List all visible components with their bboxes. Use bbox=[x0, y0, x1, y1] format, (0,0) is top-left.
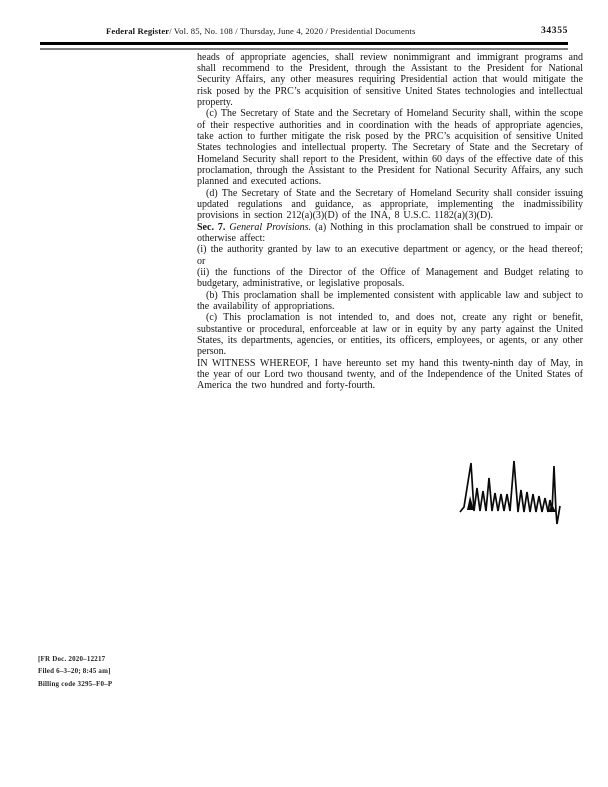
header-rule-thick bbox=[40, 42, 568, 45]
paragraph-sub-b: (b) This proclamation shall be implemented consistent with applicable law and subject to the availability of appropriations. bbox=[197, 289, 583, 313]
sec7-number: Sec. 7. bbox=[197, 221, 226, 233]
document-body bbox=[197, 52, 583, 392]
paragraph-sub-c: (c) The Secretary of State and the Secretary of Homeland Security shall, within the scope of their respective authorities and in coordination with the heads of appropriate agencies, take action to further mitigate the risk posed by the PRC’s acquisition of sensitive United States technologies and intellectual property. The Secretary of State and the Secretary of Homeland Security shall report to the President, within 60 days of the effective date of this proclamation, through the Assistant to the President for National Security Affairs, any such planned and executed actions. bbox=[197, 108, 583, 188]
page-footer bbox=[38, 653, 112, 690]
paragraph-sub-ii: (ii) the functions of the Director of the Office of Management and Budget relating to budgetary, administrative, or legislative proposals. bbox=[197, 267, 583, 290]
signature-icon bbox=[458, 458, 568, 528]
paragraph-sub-c2: (c) This proclamation is not intended to, and does not, create any right or benefit, substantive or procedural, enforceable at law or in equity by any party against the United States, its departments, agencies, or entities, its officers, employees, or agents, or any other person. bbox=[197, 312, 583, 358]
billing-code: Billing code 3295–F0–P bbox=[38, 679, 113, 688]
paragraph-sub-i: (i) the authority granted by law to an executive department or agency, or the head thereof; or bbox=[197, 244, 583, 267]
fr-doc-number: [FR Doc. 2020–12217 bbox=[38, 655, 106, 663]
issue-info: / Vol. 85, No. 108 / Thursday, June 4, 2020 / Presidential Documents bbox=[169, 26, 416, 36]
paragraph-continuation: heads of appropriate agencies, shall review nonimmigrant and immigrant programs and shall recommend to the President, through the Assistant to the President for National Security Affairs, any other measures requiring Presidential action that would mitigate the risk posed by the PRC’s acquisition of sensitive United States technologies and intellectual property. bbox=[197, 51, 583, 108]
running-head bbox=[40, 26, 568, 40]
running-head-title bbox=[106, 26, 415, 36]
page-number: 34355 bbox=[541, 25, 568, 36]
sec7-title: General Provisions. bbox=[229, 221, 312, 233]
sec7-text: (a) Nothing in this proclamation shall be construed to impair or otherwise affect: bbox=[197, 221, 584, 244]
paragraph-witness: IN WITNESS WHEREOF, I have hereunto set my hand this twenty-ninth day of May, in the year of our Lord two thousand twenty, and of the Independence of the United States of America the two hundred and forty-fourth. bbox=[197, 357, 583, 392]
paragraph-sub-d: (d) The Secretary of State and the Secretary of Homeland Security shall consider issuing updated regulations and guidance, as appropriate, implementing the inadmissibility provisions in section 212(a)(3)(D) of the INA, 8 U.S.C. 1182(a)(3)(D). bbox=[197, 187, 583, 222]
filed-date: Filed 6–3–20; 8:45 am] bbox=[38, 667, 111, 676]
journal-name: Federal Register bbox=[106, 26, 170, 36]
header-rule-thin bbox=[40, 48, 568, 50]
paragraph-sec7 bbox=[197, 222, 583, 245]
presidential-signature bbox=[458, 458, 568, 528]
